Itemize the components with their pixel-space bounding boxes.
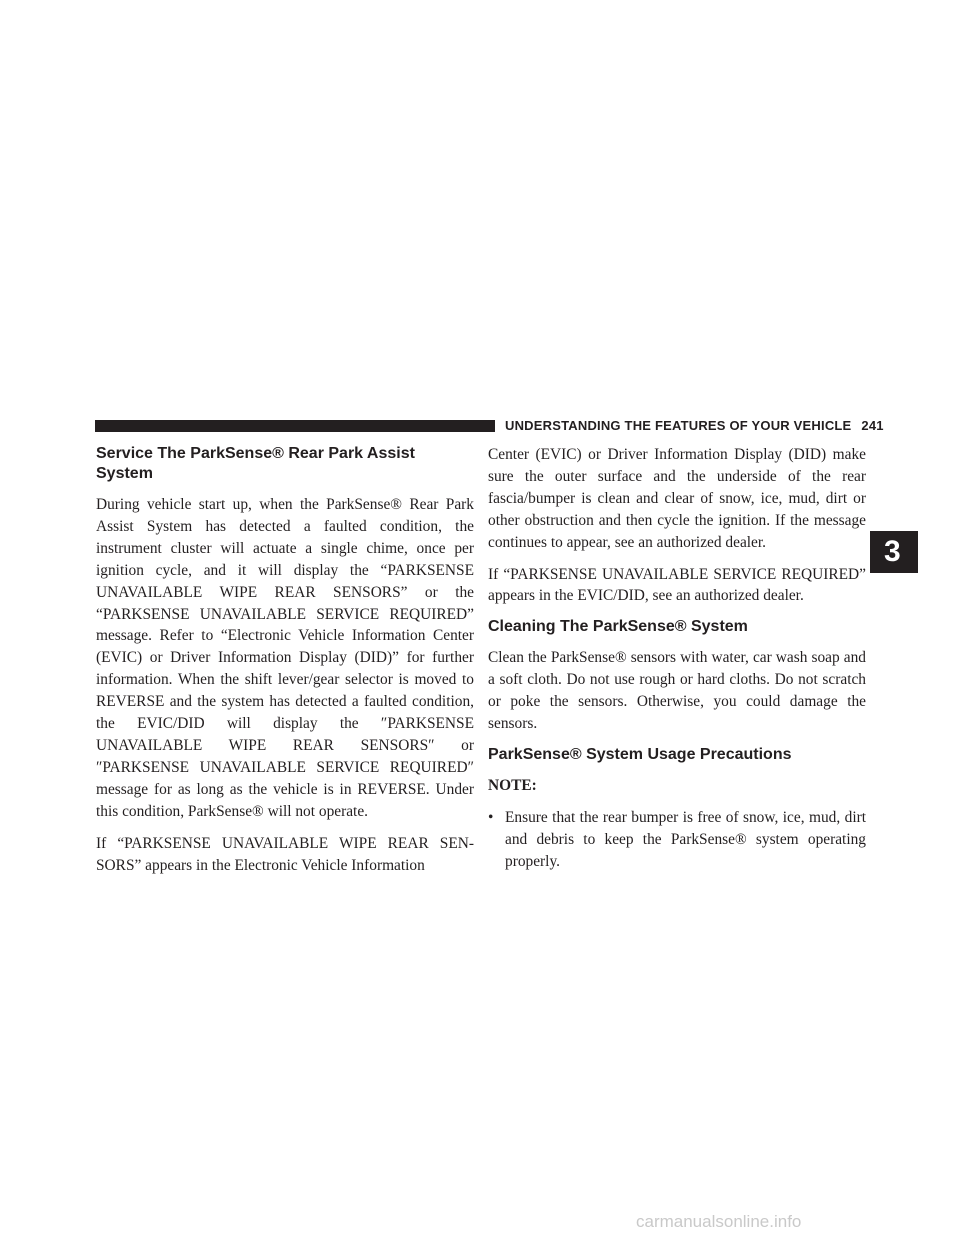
note-label: NOTE: [488,776,537,794]
chapter-tab: 3 [870,531,918,573]
heading-precautions: ParkSense® System Usage Precautions [488,745,792,763]
page-number: 241 [861,418,884,433]
paragraph-continued: Center (EVIC) or Driver Information Display (DID) make sure the outer surface and the underside of the rear fascia/bumper is clean and clear of snow, ice, mud, dirt or other obstruction and then cycle the ignition. If the message continues to appear, see an authorized dealer. [488,446,866,551]
paragraph-startup: During vehicle start up, when the ParkSense® Rear Park Assist System has detected a faulted condition, the instrument cluster will actuate a single chime, once per ignition cycle, and it will display the “PARKSENSE UNAVAILABLE WIPE REAR SENSORS” or the “PARKSENSE UNAVAILABLE SERVICE REQUIRED” message. Refer to “Electronic Vehicle Information Center (EVIC) or Driver Information Display (DID)” for further information. When the shift lever/gear selector is moved to REVERSE and the system has detected a faulted condition, the EVIC/DID will display the ″PARKSENSE UNAVAILABLE WIPE REAR SENSORS″ or ″PARKSENSE UNAVAILABLE SERVICE REQUIRED″ message for as long as the vehicle is in REVERSE. Under this condition, ParkSense® will not operate. [96,496,474,820]
section-title: UNDERSTANDING THE FEATURES OF YOUR VEHICLE [505,418,852,433]
heading-cleaning: Cleaning The ParkSense® System [488,618,748,636]
paragraph-service-required: If “PARKSENSE UNAVAILABLE SERVICE REQUIRED” appears in the EVIC/DID, see an authorized dealer. [488,565,866,605]
paragraph-cleaning: Clean the ParkSense® sensors with water, car wash soap and a soft cloth. Do not use rough or hard cloths. Do not scratch or poke the sensors. Otherwise, you could damage the sensors. [488,649,866,733]
left-column [96,444,474,886]
bullet-text: Ensure that the rear bumper is free of snow, ice, mud, dirt and debris to keep the ParkSense® system operating properly. [505,808,866,870]
right-column [488,444,866,873]
paragraph-wipe-sensors: If “PARKSENSE UNAVAILABLE WIPE REAR SENSORS” appears in the Electronic Vehicle Information [96,834,474,874]
heading-service: Service The ParkSense® Rear Park Assist System [96,445,415,482]
watermark: carmanualsonline.info [636,1212,802,1231]
header-rule [95,420,495,432]
list-item [488,807,866,873]
bullet-icon: • [488,808,494,826]
running-header [505,418,884,433]
